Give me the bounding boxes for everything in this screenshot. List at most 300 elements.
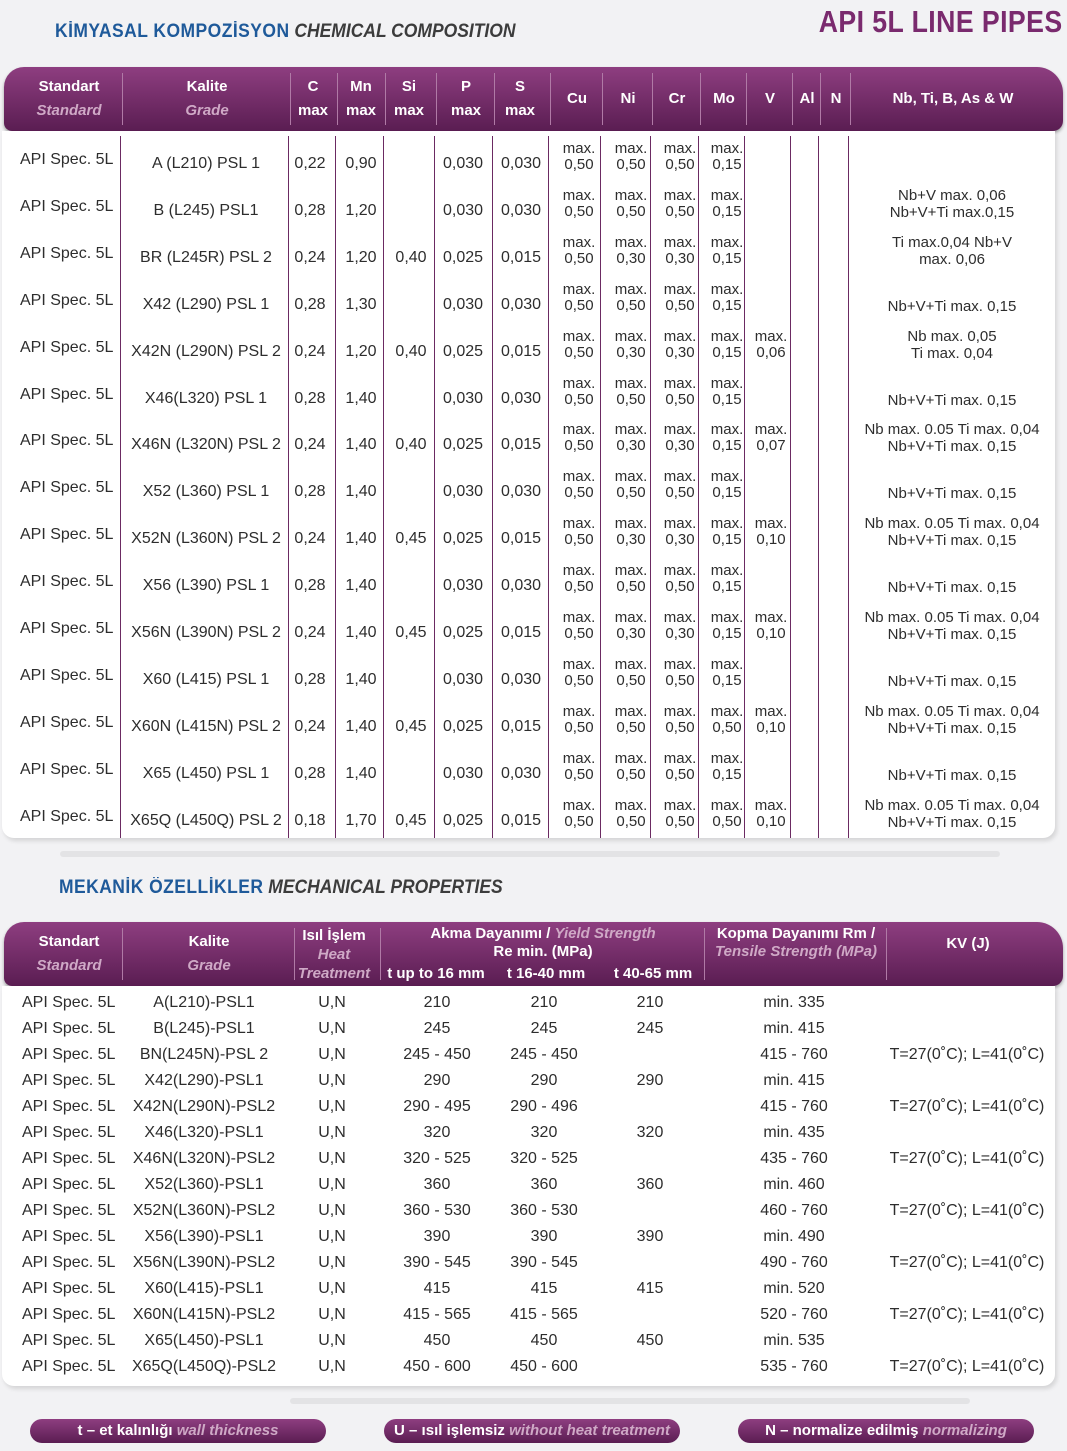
chem-row-note-line2: Nb+V+Ti max.0,15: [889, 203, 1015, 221]
chem-cell-max-label: max.: [562, 421, 596, 439]
chem-row-standard: API Spec. 5L: [20, 479, 114, 497]
chem-cell-s: 0,030: [500, 295, 542, 313]
mech-row-grade: X65Q(L450Q)-PSL2: [131, 1358, 277, 1375]
chem-cell-mn: 1,40: [345, 483, 377, 501]
chem-cell-mo: [711, 469, 744, 501]
chem-row-standard: API Spec. 5L: [20, 666, 114, 684]
chem-cell-p: 0,030: [442, 670, 484, 688]
mech-row-heat: U,N: [318, 1176, 346, 1193]
chem-cell-max-label: max.: [663, 280, 697, 298]
mech-row-y3: 360: [636, 1176, 664, 1193]
chem-cell-max-label: max.: [710, 515, 744, 533]
mech-row-y2: 415: [530, 1280, 558, 1297]
mech-row-kv: T=27(0˚C); L=41(0˚C): [889, 1202, 1045, 1219]
chem-cell-c: 0,24: [294, 248, 326, 266]
chem-cell-max-label: max.: [614, 186, 648, 204]
chem-cell-max-label: max.: [663, 562, 697, 580]
mech-row-y2: 320: [530, 1124, 558, 1141]
chem-cell-mo: [711, 516, 744, 548]
chem-cell-cr: [664, 704, 697, 736]
chem-cell-ni: [615, 563, 648, 595]
chem-cell-value: 0,30: [665, 249, 695, 267]
mech-row-heat: U,N: [318, 1202, 346, 1219]
chem-cell-max-label: max.: [710, 374, 744, 392]
mech-row-y1: 245: [423, 1020, 451, 1037]
chem-row-note-line2: Ti max. 0,04: [911, 344, 993, 362]
chem-cell-cu: [563, 329, 596, 361]
chem-cell-value: 0,50: [665, 578, 695, 596]
chem-cell-max-label: max.: [754, 421, 788, 439]
chem-row-note-line2: Nb+V+Ti max. 0,15: [887, 579, 1017, 597]
chem-row-grade: X52N (L360N) PSL 2: [131, 530, 281, 548]
chem-cell-max-label: max.: [663, 515, 697, 533]
chem-cell-ni: [615, 141, 648, 173]
chem-cell-max-label: max.: [614, 515, 648, 533]
chem-cell-p: 0,030: [442, 389, 484, 407]
chem-cell-cu: [563, 422, 596, 454]
chem-title-tr: KİMYASAL KOMPOZİSYON: [55, 21, 290, 42]
chem-cell-p: 0,030: [442, 155, 484, 172]
chem-row-grade: BR (L245R) PSL 2: [140, 248, 272, 266]
chem-cell-s: 0,030: [500, 201, 542, 219]
chem-cell-max-label: max.: [663, 796, 697, 814]
chem-cell-s: 0,015: [500, 530, 542, 548]
mech-row-y1: 320 - 525: [403, 1150, 471, 1167]
mech-row-heat: U,N: [318, 1098, 346, 1115]
mech-row-rm: 490 - 760: [760, 1254, 828, 1271]
chem-cell-p: 0,030: [442, 201, 484, 219]
chem-cell-value: 0,50: [564, 484, 594, 502]
mech-header-tensile: Kopma Dayanımı Rm / Tensile Strength (MPa): [715, 925, 877, 960]
mech-header-t2: t 16-40 mm: [506, 965, 586, 982]
chem-cell-max-label: max.: [614, 233, 648, 251]
chem-cell-cr: [664, 422, 697, 454]
mech-row-std: API Spec. 5L: [22, 1046, 116, 1063]
chem-cell-mn: 1,40: [345, 717, 377, 735]
chem-cell-si: 0,40: [395, 436, 427, 454]
chem-cell-cr: [664, 376, 697, 408]
chem-cell-value: 0,50: [712, 812, 742, 830]
chem-cell-max-label: max.: [614, 421, 648, 439]
chem-cell-mn: 1,20: [345, 342, 377, 360]
chem-cell-p: 0,030: [442, 295, 484, 313]
mech-row-rm: min. 535: [763, 1332, 825, 1349]
chem-cell-max-label: max.: [710, 655, 744, 673]
mech-row-heat: U,N: [318, 1020, 346, 1037]
chem-cell-ni: [615, 516, 648, 548]
chem-cell-mo: [711, 751, 744, 783]
chem-cell-s: 0,030: [500, 389, 542, 407]
mech-row-y1: 320: [423, 1124, 451, 1141]
chem-cell-max-label: max.: [710, 796, 744, 814]
mech-row-std: API Spec. 5L: [22, 1176, 116, 1193]
chem-cell-value: 0,50: [564, 296, 594, 314]
chem-row-note-line2: Nb+V+Ti max. 0,15: [887, 672, 1017, 690]
mech-row-y1: 415: [423, 1280, 451, 1297]
mech-header-heat: Isıl İşlem Heat Treatment: [297, 926, 371, 982]
chem-row-standard: API Spec. 5L: [20, 151, 114, 168]
chem-cell-value: 0,50: [616, 484, 646, 502]
chem-cell-max-label: max.: [754, 702, 788, 720]
chem-cell-cu: [563, 610, 596, 642]
mech-row-std: API Spec. 5L: [22, 1124, 116, 1141]
chem-cell-value: 0,50: [564, 390, 594, 408]
chem-cell-max-label: max.: [562, 280, 596, 298]
chem-cell-v: [755, 610, 788, 642]
mech-row-y3: 290: [636, 1072, 664, 1089]
mech-row-y2: 290: [530, 1072, 558, 1089]
chem-row-grade: X42 (L290) PSL 1: [142, 295, 270, 313]
chem-row-grade: X56 (L390) PSL 1: [142, 577, 270, 595]
chem-cell-c: 0,24: [294, 530, 326, 548]
chem-cell-value: 0,50: [665, 296, 695, 314]
mech-header-t1: t up to 16 mm: [387, 965, 485, 982]
chem-cell-value: 0,50: [564, 202, 594, 220]
chem-cell-value: 0,30: [616, 437, 646, 455]
chem-cell-ni: [615, 282, 648, 314]
mech-row-grade: X46N(L320N)-PSL2: [132, 1150, 276, 1167]
chem-row-note-line2: Nb+V+Ti max. 0,15: [887, 719, 1017, 737]
chem-cell-value: 0,15: [712, 625, 742, 642]
chem-cell-si: 0,45: [395, 624, 427, 641]
chem-section-title: [55, 21, 515, 43]
chem-cell-value: 0,15: [712, 202, 742, 220]
chem-cell-v: [755, 704, 788, 736]
mech-row-y2: 360: [530, 1176, 558, 1193]
chem-table-header: [4, 67, 1063, 131]
mech-row-kv: T=27(0˚C); L=41(0˚C): [889, 1306, 1045, 1323]
mech-row-rm: 535 - 760: [760, 1358, 828, 1375]
legend-thickness: t – et kalınlığı wall thickness: [30, 1419, 326, 1443]
chem-cell-max-label: max.: [614, 609, 648, 626]
chem-cell-value: 0,50: [564, 671, 594, 689]
mech-row-std: API Spec. 5L: [22, 1280, 116, 1297]
chem-row-note-line1: Nb max. 0.05 Ti max. 0,04: [864, 702, 1040, 720]
chem-row-note-line2: Nb+V+Ti max. 0,15: [887, 297, 1017, 315]
chem-cell-max-label: max.: [614, 796, 648, 814]
chem-row-standard: API Spec. 5L: [20, 760, 114, 778]
mech-header-kv: KV (J): [946, 935, 990, 952]
mech-row-y2: 360 - 530: [510, 1202, 578, 1219]
chem-cell-mo: [711, 376, 744, 408]
chem-row-standard: API Spec. 5L: [20, 385, 114, 403]
chem-row-note-line2: max. 0,06: [919, 250, 985, 268]
chem-cell-mn: 1,40: [345, 670, 377, 688]
chem-cell-c: 0,24: [294, 342, 326, 360]
mech-row-rm: min. 435: [763, 1124, 825, 1141]
chem-cell-c: 0,24: [294, 624, 326, 641]
chem-cell-value: 0,50: [665, 156, 695, 173]
chem-cell-p: 0,025: [442, 717, 484, 735]
chem-cell-p: 0,030: [442, 764, 484, 782]
chem-cell-value: 0,15: [712, 156, 742, 173]
chem-cell-c: 0,28: [294, 389, 326, 407]
chem-cell-mn: 1,20: [345, 248, 377, 266]
chem-header-si: Si max: [393, 78, 425, 119]
chem-cell-si: 0,45: [395, 530, 427, 548]
chem-cell-value: 0,50: [616, 765, 646, 783]
chem-cell-c: 0,24: [294, 717, 326, 735]
mech-row-heat: U,N: [318, 1150, 346, 1167]
mech-row-std: API Spec. 5L: [22, 1072, 116, 1089]
chem-header-grade: Kalite Grade: [185, 78, 229, 119]
chem-row-note-line1: Ti max.0,04 Nb+V: [892, 233, 1012, 251]
chem-cell-mn: 1,40: [345, 577, 377, 595]
chem-cell-value: 0,50: [564, 531, 594, 549]
chem-row-note-line1: Nb max. 0.05 Ti max. 0,04: [864, 515, 1040, 533]
mech-row-y2: 390: [530, 1228, 558, 1245]
mech-row-kv: T=27(0˚C); L=41(0˚C): [889, 1254, 1045, 1271]
chem-cell-max-label: max.: [562, 327, 596, 345]
chem-cell-s: 0,015: [500, 624, 542, 641]
mech-row-rm: 415 - 760: [760, 1046, 828, 1063]
mech-row-y3: 210: [636, 994, 664, 1011]
chem-cell-si: 0,45: [395, 717, 427, 735]
chem-cell-ni: [615, 798, 648, 830]
chem-row-standard: API Spec. 5L: [20, 620, 114, 637]
chem-cell-mo: [711, 610, 744, 642]
chem-header-cr: Cr: [668, 90, 686, 107]
chem-row-note-line2: Nb+V+Ti max. 0,15: [887, 626, 1017, 643]
chem-cell-value: 0,50: [616, 812, 646, 830]
chem-row-standard: API Spec. 5L: [20, 197, 114, 215]
chem-cell-value: 0,15: [712, 531, 742, 549]
chem-row-grade: B (L245) PSL1: [153, 201, 259, 219]
chem-cell-p: 0,030: [442, 577, 484, 595]
chem-cell-cu: [563, 188, 596, 220]
chem-row-grade: X42N (L290N) PSL 2: [131, 342, 281, 360]
chem-cell-max-label: max.: [562, 655, 596, 673]
mech-row-grade: X60N(L415N)-PSL2: [132, 1306, 276, 1323]
chem-cell-ni: [615, 188, 648, 220]
chem-cell-max-label: max.: [710, 749, 744, 767]
chem-row-standard: API Spec. 5L: [20, 244, 114, 262]
mech-header-yield: Akma Dayanımı / Yield Strength Re min. (MPa): [430, 925, 656, 960]
mech-row-grade: X46(L320)-PSL1: [144, 1124, 264, 1141]
chem-cell-cu: [563, 798, 596, 830]
chem-cell-c: 0,18: [294, 811, 326, 829]
chem-cell-value: 0,15: [712, 671, 742, 689]
chem-cell-cu: [563, 141, 596, 173]
chem-cell-p: 0,025: [442, 624, 484, 641]
chem-cell-ni: [615, 610, 648, 642]
mech-row-heat: U,N: [318, 1072, 346, 1089]
mech-row-std: API Spec. 5L: [22, 1332, 116, 1349]
mech-row-y2: 245 - 450: [510, 1046, 578, 1063]
chem-table-body: [2, 131, 1055, 838]
mech-row-y1: 390: [423, 1228, 451, 1245]
chem-cell-value: 0,50: [616, 671, 646, 689]
chem-cell-max-label: max.: [614, 140, 648, 157]
chem-cell-cr: [664, 188, 697, 220]
page-title: API 5L LINE PIPES: [819, 4, 1063, 39]
chem-cell-max-label: max.: [710, 233, 744, 251]
mech-row-y1: 450: [423, 1332, 451, 1349]
mech-section-title: [59, 877, 503, 899]
mech-row-rm: 520 - 760: [760, 1306, 828, 1323]
chem-cell-v: [755, 516, 788, 548]
chem-cell-max-label: max.: [562, 515, 596, 533]
chem-cell-s: 0,015: [500, 248, 542, 266]
chem-cell-cr: [664, 610, 697, 642]
chem-cell-max-label: max.: [710, 702, 744, 720]
chem-cell-max-label: max.: [562, 233, 596, 251]
chem-row-note-line1: Nb max. 0.05 Ti max. 0,04: [864, 609, 1040, 626]
mech-row-y1: 390 - 545: [403, 1254, 471, 1271]
mech-row-std: API Spec. 5L: [22, 1020, 116, 1037]
mech-row-grade: X56N(L390N)-PSL2: [132, 1254, 276, 1271]
chem-cell-value: 0,15: [712, 249, 742, 267]
mech-row-kv: T=27(0˚C); L=41(0˚C): [889, 1358, 1045, 1375]
legend-untreated: U – ısıl işlemsiz without heat treatment: [384, 1419, 680, 1443]
chem-row-note-line2: Nb+V+Ti max. 0,15: [887, 532, 1017, 550]
chem-header-mn: Mn max: [345, 78, 377, 119]
mech-row-grade: B(L245)-PSL1: [153, 1020, 255, 1037]
chem-row-standard: API Spec. 5L: [20, 432, 114, 450]
mech-row-y1: 245 - 450: [403, 1046, 471, 1063]
mech-row-rm: 435 - 760: [760, 1150, 828, 1167]
mech-row-rm: 415 - 760: [760, 1098, 828, 1115]
chem-cell-ni: [615, 329, 648, 361]
mech-row-heat: U,N: [318, 1228, 346, 1245]
chem-cell-mo: [711, 798, 744, 830]
chem-cell-mn: 1,40: [345, 764, 377, 782]
chem-cell-si: 0,40: [395, 248, 427, 266]
chem-cell-cu: [563, 469, 596, 501]
mech-row-rm: min. 520: [763, 1280, 825, 1297]
chem-cell-cr: [664, 563, 697, 595]
mech-header-t3: t 40-65 mm: [613, 965, 693, 982]
mech-row-y1: 290: [423, 1072, 451, 1089]
chem-row-standard: API Spec. 5L: [20, 291, 114, 309]
chem-cell-mn: 1,40: [345, 624, 377, 641]
chem-cell-cu: [563, 751, 596, 783]
chem-cell-max-label: max.: [663, 233, 697, 251]
chem-cell-max-label: max.: [562, 562, 596, 580]
mech-row-grade: X52(L360)-PSL1: [144, 1176, 264, 1193]
chem-cell-mo: [711, 235, 744, 267]
chem-cell-max-label: max.: [562, 186, 596, 204]
chem-cell-max-label: max.: [710, 609, 744, 626]
mech-row-grade: X56(L390)-PSL1: [144, 1228, 264, 1245]
mech-row-std: API Spec. 5L: [22, 1228, 116, 1245]
mech-row-heat: U,N: [318, 1280, 346, 1297]
chem-cell-value: 0,10: [756, 718, 786, 736]
chem-cell-max-label: max.: [710, 468, 744, 486]
chem-cell-value: 0,30: [665, 625, 695, 642]
chem-cell-c: 0,28: [294, 483, 326, 501]
mech-header-grade: Kalite Grade: [187, 933, 231, 974]
chem-cell-value: 0,50: [665, 765, 695, 783]
chem-cell-cu: [563, 657, 596, 689]
chem-cell-value: 0,50: [712, 718, 742, 736]
chem-cell-max-label: max.: [663, 327, 697, 345]
mech-row-kv: T=27(0˚C); L=41(0˚C): [889, 1046, 1045, 1063]
chem-cell-c: 0,24: [294, 436, 326, 454]
chem-cell-value: 0,50: [616, 578, 646, 596]
chem-cell-max-label: max.: [614, 468, 648, 486]
chem-cell-value: 0,50: [665, 202, 695, 220]
chem-cell-c: 0,28: [294, 577, 326, 595]
chem-header-p: P max: [450, 78, 482, 119]
chem-cell-max-label: max.: [754, 515, 788, 533]
chem-cell-value: 0,50: [616, 156, 646, 173]
chem-cell-si: 0,45: [395, 811, 427, 829]
chem-row-note-line2: Nb+V+Ti max. 0,15: [887, 391, 1017, 409]
mech-row-y3: 450: [636, 1332, 664, 1349]
mech-row-y3: 320: [636, 1124, 664, 1141]
chem-header-n: N: [830, 90, 842, 107]
chem-cell-cr: [664, 751, 697, 783]
chem-row-grade: X65Q (L450Q) PSL 2: [130, 811, 282, 829]
mech-row-kv: T=27(0˚C); L=41(0˚C): [889, 1150, 1045, 1167]
chem-cell-value: 0,50: [564, 718, 594, 736]
chem-cell-max-label: max.: [614, 327, 648, 345]
mech-row-heat: U,N: [318, 1124, 346, 1141]
chem-row-note-line1: Nb+V max. 0,06: [898, 186, 1006, 204]
chem-cell-si: 0,40: [395, 342, 427, 360]
mech-row-heat: U,N: [318, 1254, 346, 1271]
chem-cell-value: 0,50: [564, 249, 594, 267]
chem-cell-value: 0,50: [665, 812, 695, 830]
chem-header-v: V: [764, 90, 775, 107]
chem-cell-p: 0,025: [442, 530, 484, 548]
chem-cell-max-label: max.: [710, 562, 744, 580]
chem-cell-cr: [664, 798, 697, 830]
chem-header-nb: Nb, Ti, B, As & W: [892, 90, 1014, 107]
chem-cell-max-label: max.: [663, 374, 697, 392]
mech-row-std: API Spec. 5L: [22, 1098, 116, 1115]
chem-cell-value: 0,15: [712, 437, 742, 455]
chem-cell-c: 0,28: [294, 295, 326, 313]
chem-row-grade: X65 (L450) PSL 1: [142, 764, 270, 782]
chem-row-grade: X46(L320) PSL 1: [144, 389, 268, 407]
mech-row-y1: 415 - 565: [403, 1306, 471, 1323]
chem-cell-value: 0,30: [665, 343, 695, 361]
mech-row-y2: 390 - 545: [510, 1254, 578, 1271]
chem-cell-ni: [615, 469, 648, 501]
mech-header-standard: Standart Standard: [36, 933, 102, 974]
chem-cell-max-label: max.: [562, 374, 596, 392]
mech-row-grade: X65(L450)-PSL1: [144, 1332, 264, 1349]
chem-cell-max-label: max.: [562, 140, 596, 157]
chem-cell-mo: [711, 282, 744, 314]
mech-row-y1: 290 - 495: [403, 1098, 471, 1115]
chem-cell-s: 0,030: [500, 483, 542, 501]
chem-row-note-line2: Nb+V+Ti max. 0,15: [887, 766, 1017, 784]
mech-row-rm: min. 415: [763, 1020, 825, 1037]
chem-header-s: S max: [504, 78, 536, 119]
chem-cell-max-label: max.: [562, 702, 596, 720]
mech-row-std: API Spec. 5L: [22, 994, 116, 1011]
chem-cell-max-label: max.: [710, 186, 744, 204]
chem-cell-mo: [711, 329, 744, 361]
mech-table-body: [2, 986, 1055, 1386]
mech-row-grade: X42(L290)-PSL1: [144, 1072, 264, 1089]
chem-cell-value: 0,30: [616, 531, 646, 549]
chem-cell-value: 0,06: [756, 343, 786, 361]
chem-cell-v: [755, 798, 788, 830]
chem-header-cu: Cu: [567, 90, 587, 107]
mech-row-grade: X52N(L360N)-PSL2: [132, 1202, 276, 1219]
chem-cell-c: 0,28: [294, 764, 326, 782]
chem-cell-mn: 1,40: [345, 436, 377, 454]
mech-row-rm: 460 - 760: [760, 1202, 828, 1219]
chem-cell-cr: [664, 516, 697, 548]
chem-cell-s: 0,030: [500, 577, 542, 595]
chem-cell-cu: [563, 235, 596, 267]
chem-row-note-line1: Nb max. 0.05 Ti max. 0,04: [864, 796, 1040, 814]
